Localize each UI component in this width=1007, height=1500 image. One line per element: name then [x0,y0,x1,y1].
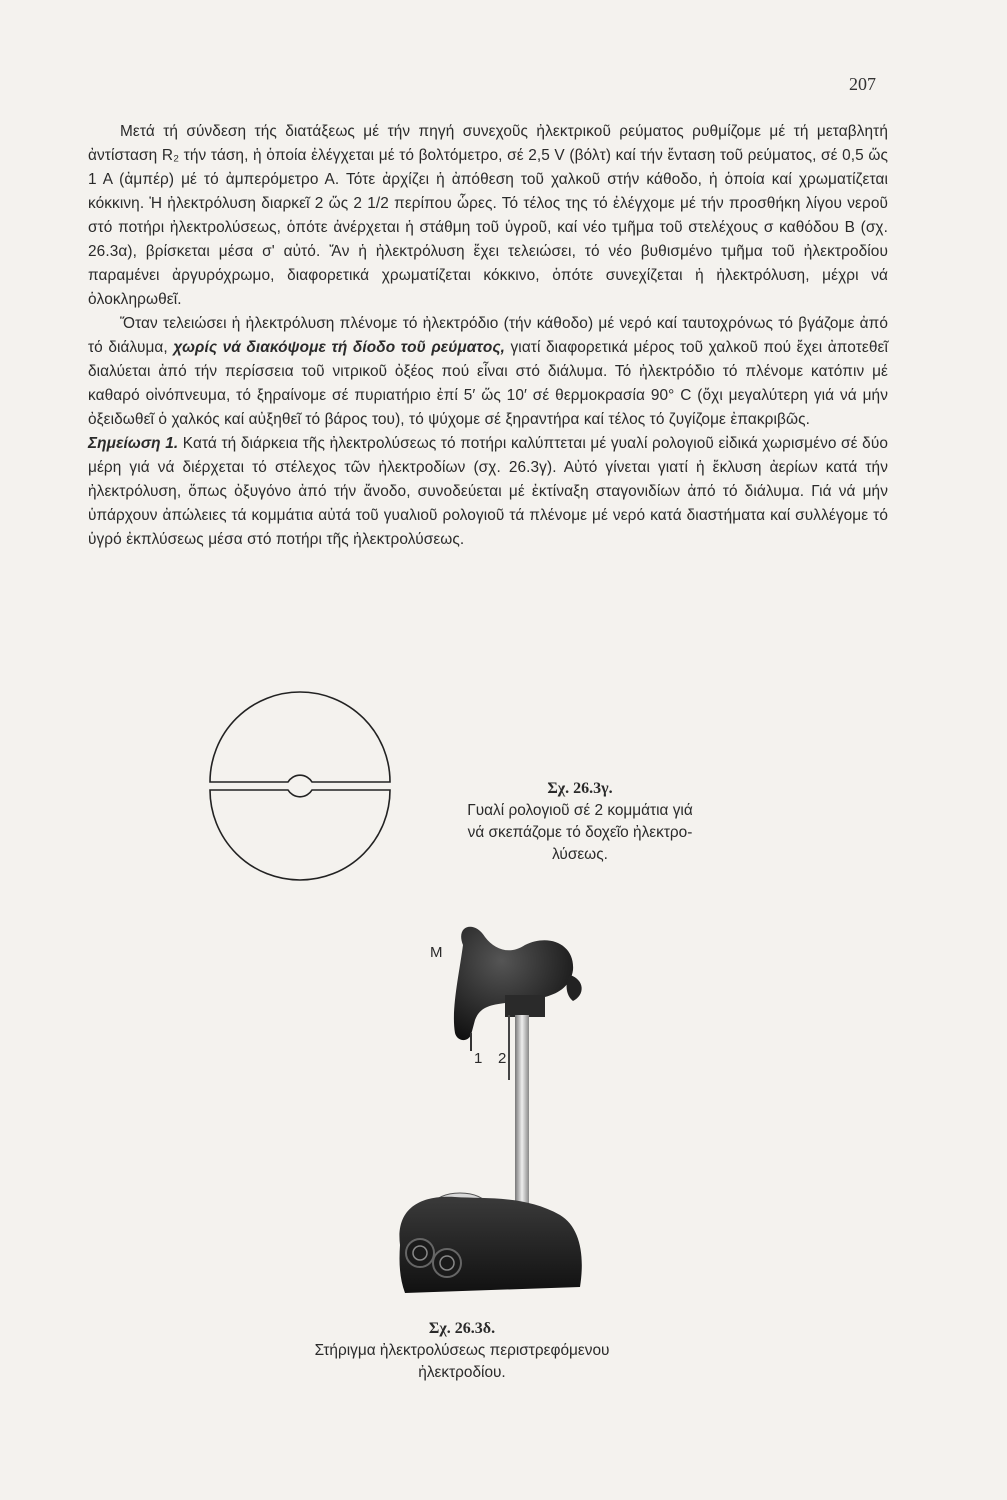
motor-housing [454,927,573,1040]
watch-glass-upper-half [210,692,390,782]
clamp-block [505,995,545,1017]
figure-c-caption-line-1: Γυαλί ρολογιοῦ σέ 2 κομμάτια γιά [467,802,693,819]
paragraph-2 [88,312,888,432]
watch-glass-figure [200,690,400,890]
paragraph-2-start: Ὅταν τελειώσει ἡ ἠλεκτρόλυση πλένομε τό ἠλεκτρόδιο (τήν κάθοδο) μέ νερό καί ταυτοχρόνως τό βγάζομε ἀπό τό διάλυμα, [88,315,888,356]
figure-c-caption-line-3: λύσεως. [552,846,608,863]
figure-c-number: Σχ. 26.3γ. [547,780,613,797]
electrolysis-stand-figure [375,915,635,1305]
paragraph-2-emphasis: χωρίς νά διακόψομε τή δίοδο τοῦ ρεύματος, [173,339,505,356]
label-m: M [430,944,443,961]
adjust-knob [567,975,582,1001]
note-paragraph [88,432,888,552]
figure-d-caption [252,1318,672,1384]
control-knob-1 [406,1239,434,1267]
note-label: Σημείωση 1. [88,435,179,452]
label-2: 2 [498,1050,507,1067]
page-number: 207 [849,74,876,94]
control-knob-2 [433,1249,461,1277]
figure-d-number: Σχ. 26.3δ. [428,1320,496,1337]
figure-c-caption-line-2: νά σκεπάζομε τό δοχεῖο ἠλεκτρο- [467,824,693,841]
label-1: 1 [474,1050,483,1067]
figure-d-caption-line-2: ἠλεκτροδίου. [418,1364,506,1381]
paragraph-1: Μετά τή σύνδεση τής διατάξεως μέ τήν πηγή συνεχοῦς ἠλεκτρικοῦ ρεύματος ρυθμίζομε μέ τή μεταβλητή ἀντίσταση R₂ τήν τάση, ἡ ὁποία ἐλέγχεται μέ τό βολτόμετρο, σέ 2,5 V (βόλτ) καί τήν ἔνταση τοῦ ρεύματος, σέ 0,5 ὥς 1 Α (ἀμπέρ) μέ τό ἀμπερόμετρο Α. Τότε ἀρχίζει ἡ ἀπόθεση τοῦ χαλκοῦ στήν κάθοδο, ἡ ὁποία καί χρωματίζεται κόκκινη. Ἡ ἠλεκτρόλυση διαρκεῖ 2 ὥς 2 1/2 περίπου ὧρες. Τό τέλος της τό ἐλέγχομε μέ τήν προσθήκη λίγου νεροῦ στό ποτήρι ἠλεκτρολύσεως, ὁπότε ἀνέρχεται ἡ στάθμη τοῦ ὑγροῦ, καί νέο τμῆμα τοῦ στελέχους σ καθόδου Β (σχ. 26.3α), βρίσκεται μέσα σ' αὐτό. Ἄν ἡ ἠλεκτρόλυση ἔχει τελειώσει, τό νέο βυθισμένο τμῆμα τοῦ ἠλεκτροδίου παραμένει ἀργυρόχρωμο, διαφορετικά χρωματίζεται κόκκινο, ὁπότε συνεχίζεται ἡ ἠλεκτρόλυση, μέχρι νά ὁλοκληρωθεῖ. [88,123,888,308]
watch-glass-lower-half [210,790,390,880]
figure-d-caption-line-1: Στήριγμα ἠλεκτρολύσεως περιστρεφόμενου [314,1342,610,1359]
paragraph-2-end: γιατί διαφορετικά μέρος τοῦ χαλκοῦ πού ἔχει ἀποτεθεῖ διαλύεται ἀπό τήν περίσσεια τοῦ νιτρικοῦ ὀξέος πού εἶναι στό διάλυμα. Τό ἠλεκτρόδιο τό πλένομε κατόπιν μέ καθαρό οἰνόπνευμα, τό ξηραίνομε σέ πυριατήριο ἐπί 5′ ὥς 10′ σέ θερμοκρασία 90° C (ὄχι μεγαλύτερη γιά νά μήν ὀξειδωθεῖ ὁ χαλκός καί αὐξηθεῖ τό βάρος του), τό ψύχομε σέ ξηραντήρα καί τέλος τό ζυγίζομε ἐπακριβῶς. [88,339,888,428]
body-text [88,120,888,552]
note-text: Κατά τή διάρκεια τῆς ἠλεκτρολύσεως τό ποτήρι καλύπτεται μέ γυαλί ρολογιοῦ εἰδικά χωρισμένο σέ δύο μέρη γιά νά διέρχεται τό στέλεχος τῶν ἠλεκτροδίων (σχ. 26.3γ). Αὐτό γίνεται γιατί ἡ ἔκλυση ἀερίων κατά τήν ἠλεκτρόλυση, ὅπως ὀξυγόνο ἀπό τήν ἄνοδο, συνοδεύεται μέ ἐκτίναξη σταγονιδίων ἀπό τό διάλυμα. Γιά νά μήν ὑπάρχουν ἀπώλειες τά κομμάτια αὐτά τοῦ γυαλιοῦ ρολογιοῦ τά πλένομε μέ νερό κατά διαστήματα καί συλλέγομε τό ὑγρό ἐκπλύσεως μέσα στό ποτήρι τῆς ἠλεκτρολύσεως. [88,435,889,548]
figure-c-caption [430,778,730,866]
